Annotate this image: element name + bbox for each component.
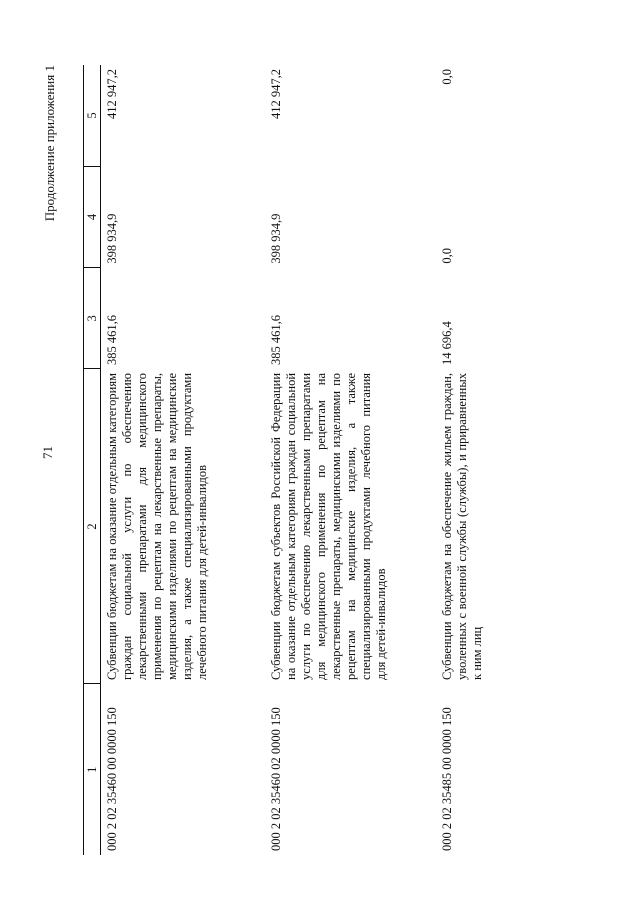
amount-column-4: 398 934,9 (269, 213, 283, 264)
budget-code: 000 2 02 35460 02 0000 150 (269, 707, 283, 851)
revenue-name: Субвенции бюджетам на оказание отдельным категориям граждан социальной услуги по обеспечению лекарственными препаратами для медицинского применения по рецептам на лекарственные препараты, медицинскими изделиями по рецептам на медицинские изделия, а также специализированными продуктами лечебного питания для детей-инвалидов (105, 372, 209, 680)
table-row (101, 65, 266, 855)
column-header-1: 1 (84, 684, 101, 855)
amount-column-4: 0,0 (440, 248, 454, 264)
table-row (436, 65, 530, 855)
revenue-name: Субвенции бюджетам субъектов Российской Федерации на оказание отдельным категориям граждан социальной услуги по обеспечению лекарственными препаратами для медицинского применения по рецептам на лекарственные препараты, медицинскими изделиями по рецептам на медицинские изделия, а также специализированными продуктами лечебного питания для детей-инвалидов (269, 372, 388, 680)
page-number: 71 (40, 446, 55, 459)
budget-code: 000 2 02 35485 00 0000 150 (440, 707, 454, 851)
amount-column-3: 14 696,4 (440, 321, 454, 365)
amount-column-5: 412 947,2 (269, 69, 283, 119)
amount-column-4: 398 934,9 (105, 213, 119, 264)
budget-code: 000 2 02 35460 00 0000 150 (105, 707, 119, 851)
column-header-3: 3 (84, 268, 101, 369)
table-row (265, 65, 436, 855)
revenue-name: Субвенции бюджетам на обеспечение жильем граждан, уволенных с военной службы (службы), и приравненных к ним лиц (440, 372, 484, 680)
table-header-row (84, 65, 101, 855)
column-header-4: 4 (84, 166, 101, 267)
amount-column-5: 412 947,2 (105, 69, 119, 119)
column-header-5: 5 (84, 65, 101, 166)
amount-column-3: 385 461,6 (105, 314, 119, 365)
amount-column-5: 0,0 (440, 69, 454, 85)
budget-table (83, 65, 530, 855)
continuation-label: Продолжение приложения 1 (42, 65, 57, 222)
column-header-2: 2 (84, 369, 101, 684)
amount-column-3: 385 461,6 (269, 314, 283, 365)
